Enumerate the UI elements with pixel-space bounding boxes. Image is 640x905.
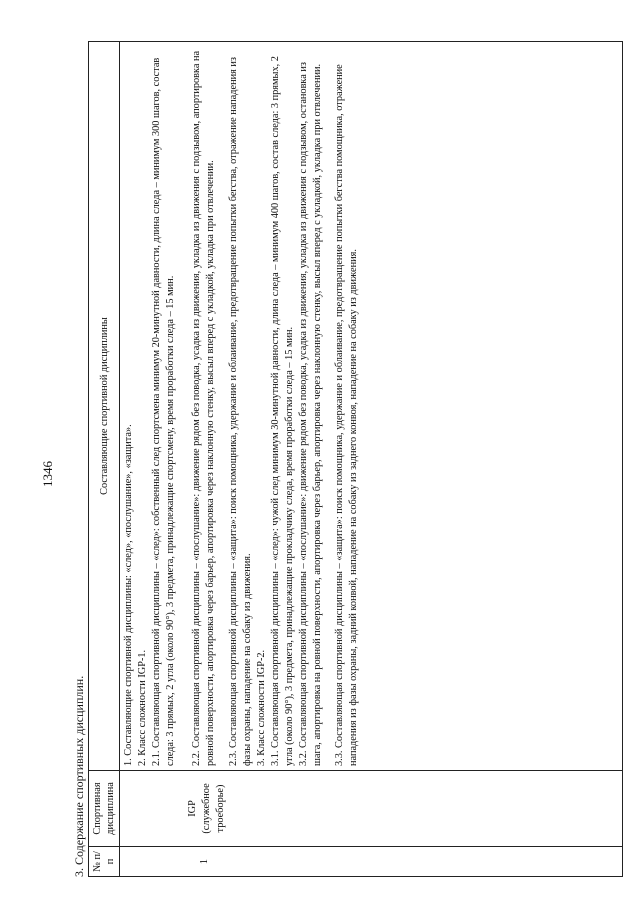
component-paragraph: 2.1. Составляющая спортивной дисциплины – «след»: собственный след спортсмена минимум 20-минутной давности, длина следа – минимум 300 шагов, состав следа: 3 прямых, 2 угла (около 90°), 3 предмета, принадлежащие спортсмену, время проработки следа – 15 мин. bbox=[151, 57, 177, 766]
header-discipline: Спортивная дисциплина bbox=[89, 771, 120, 847]
table-header-row bbox=[89, 42, 120, 877]
component-paragraph: 2.2. Составляющая спортивной дисциплины – «послушание»: движение рядом без поводка, усадка из движения, укладка из движения с подзывом, апортировка на ровной поверхности, апортировка через барьер, апортировка через наклонную стенку, высыл вперед с укладкой, укладка при отвлечении. bbox=[191, 50, 217, 766]
component-paragraph: 1. Составляющие спортивной дисциплины: «след», «послушание», «защита». bbox=[123, 424, 134, 766]
table-row bbox=[120, 42, 623, 877]
header-components: Составляющие спортивной дисциплины bbox=[89, 42, 120, 771]
components-cell bbox=[120, 42, 623, 771]
row-number: 1 bbox=[120, 847, 623, 877]
header-number: № п/п bbox=[89, 847, 120, 877]
page-number: 1346 bbox=[40, 461, 55, 487]
disciplines-table bbox=[88, 41, 623, 877]
discipline-note: (служебное троеборье) bbox=[201, 783, 226, 834]
section-title: 3. Содержание спортивных дисциплин. bbox=[72, 675, 86, 877]
component-paragraph: 2. Класс сложности IGP-1. bbox=[137, 649, 149, 766]
component-paragraph: 2.3. Составляющая спортивной дисциплины – «защита»: поиск помощника, удержание и облаивание, предотвращение попытки бегства, отражение нападения из фазы охраны, нападение на собаку из движения. bbox=[227, 57, 253, 766]
discipline-cell bbox=[120, 771, 623, 847]
component-paragraph: 3.3. Составляющая спортивной дисциплины – «защита»: поиск помощника, удержание и облаивание, предотвращение попытки бегства помощника, отражение нападения из фазы охраны, задний конвой, нападение на собаку из заднего конвоя, нападение на собаку из движения. bbox=[334, 64, 360, 766]
component-paragraph: 3. Класс сложности IGP-2. bbox=[255, 649, 267, 766]
component-paragraph: 3.2. Составляющая спортивной дисциплины – «послушание»: движение рядом без поводка, усадка из движения, укладка из движения с подзывом, остановка из шага, апортировка на ровной поверхности, апортировка через барьер, апортировка через наклонную стенку, высыл вперед с укладкой, укладка при отвлечении. bbox=[298, 62, 324, 766]
component-paragraph: 3.1. Составляющая спортивной дисциплины – «след»: чужой след минимум 30-минутной давности, длина следа – минимум 400 шагов, состав следа: 3 прямых, 2 угла (около 90°), 3 предмета, принадлежащие прокладчику следа, время проработки следа – 15 мин. bbox=[269, 56, 295, 766]
discipline-name: IGP bbox=[187, 800, 198, 817]
